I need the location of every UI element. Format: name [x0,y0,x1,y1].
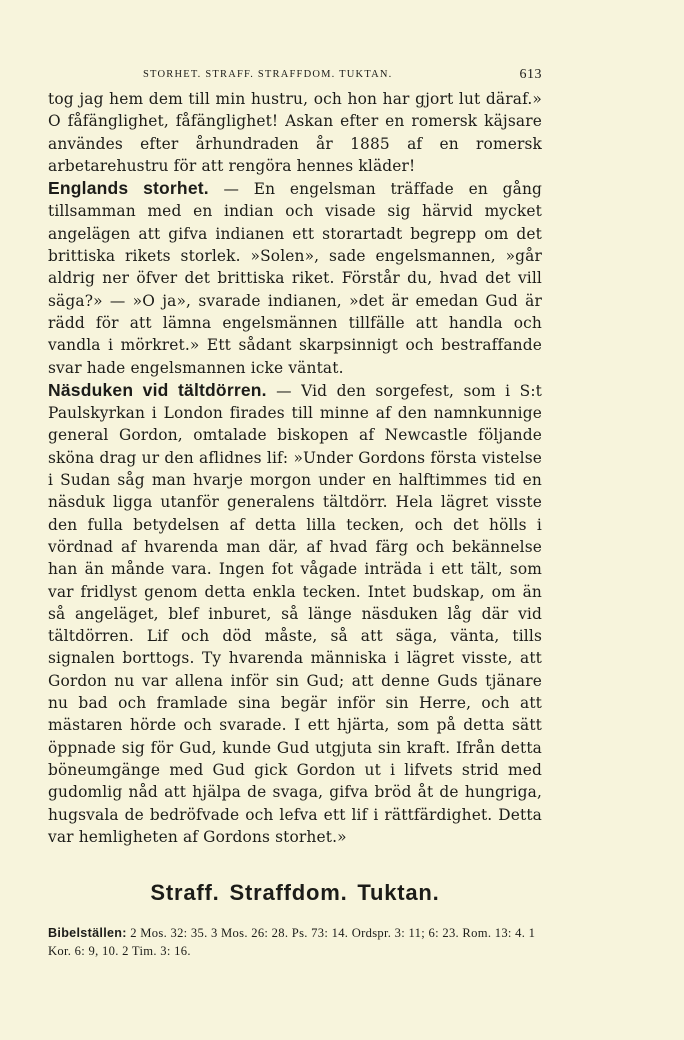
bible-references [48,924,542,960]
section-title-straff: Straff. Straffdom. Tuktan. [150,880,440,906]
nasduken-text: — Vid den sorgefest, som i S:t Paulskyrkan i London firades till minne af den namnkunnige general Gordon, omtalade biskopen af Newcastle följande sköna drag ur den aflidnes lif: »Under Gordons första vistelse i Sudan såg man hvarje morgon under en halftimmes tid en näsduk ligga utanför generalens tältdörr. Hela lägret visste den fulla betydelsen af detta lilla tecken, och det hölls i vördnad af hvarenda man där, af hvad färg och bekännelse han än månde vara. Ingen fot vågade inträda i ett tält, som var fridlyst genom detta enkla tecken. Intet budskap, om än så angeläget, blef inburet, så länge näsduken låg där vid tältdörren. Lif och död måste, så att säga, vänta, tills signalen borttogs. Ty hvarenda människa i lägret visste, att Gordon nu var allena inför sin Gud; att denne Guds tjänare nu bad och framlade sina begär inför sin Herre, och att mästaren hörde och svarade. I ett hjärta, som på detta sätt öppnade sig för Gud, kunde Gud utgjuta sin kraft. Ifrån detta böneumgänge med Gud gick Gordon ut i lifvets strid med gudomlig nåd att hjälpa de svaga, gifva bröd åt de hungriga, hugsvala de bedröfvade och lefva ett lif i rättfärdighet. Detta var hemligheten af Gordons storhet.» [48,381,542,846]
paragraph-nasduken [48,379,542,848]
book-page [48,64,542,960]
running-head-title: STORHET. STRAFF. STRAFFDOM. TUKTAN. [143,69,393,80]
running-head [48,64,542,88]
englands-storhet-text: — En engelsman träffade en gång tillsamman med en indian och visade sig härvid mycket angelägen att gifva indianen ett storartadt begrepp om det brittiska rikets storlek. »Solen», sade engelsmannen, »går aldrig ner öfver det brittiska riket. Förstår du, hvad det vill säga?» — »O ja», svarade indianen, »det är emedan Gud är rädd för att lämna engelsmännen tillfälle att handla och vandla i mörkret.» Ett sådant skarpsinnigt och bestraffande svar hade engelsmannen icke väntat. [48,180,543,377]
paragraph-englands-storhet [48,177,542,379]
heading-nasduken: Näsduken vid tältdörren. [48,379,267,400]
heading-englands-storhet: Englands storhet. [48,178,209,199]
page-number: 613 [519,67,542,82]
paragraph-ashes: tog jag hem dem till min hustru, och hon har gjort lut däraf.» O fåfänglighet, fåfänglighet! Askan efter en romersk käjsare användes efter århundraden år 1885 af en romersk arbetarehustru för att rengöra hennes kläder! [48,90,542,175]
bible-references-label: Bibelställen: [48,926,127,941]
bible-references-text: 2 Mos. 32: 35. 3 Mos. 26: 28. Ps. 73: 14. Ordspr. 3: 11; 6: 23. Rom. 13: 4. 1 Kor. 6: 9, 10. 2 Tim. 3: 16. [48,926,536,959]
